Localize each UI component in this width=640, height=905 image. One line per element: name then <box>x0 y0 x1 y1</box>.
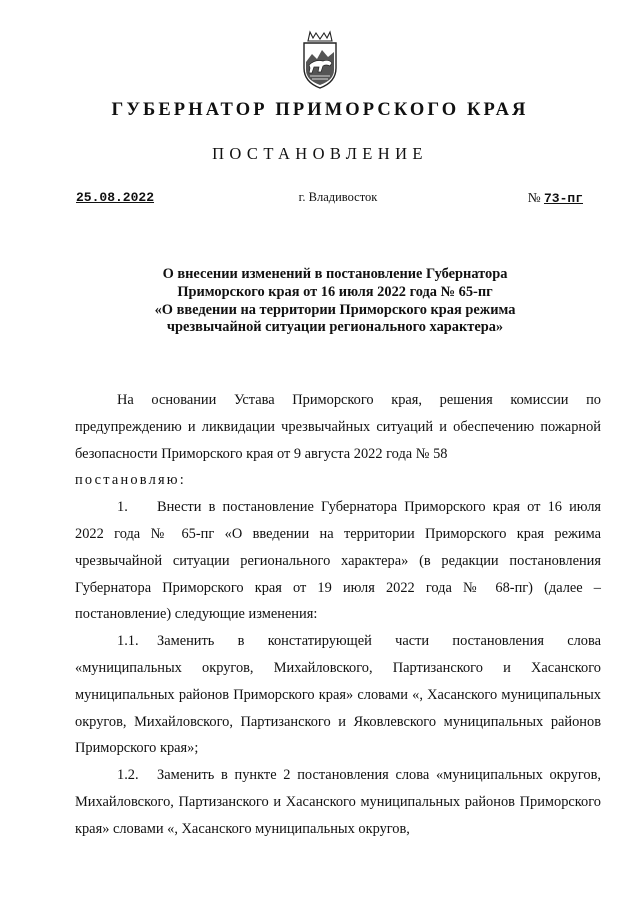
document-city: г. Владивосток <box>298 190 378 204</box>
governor-title: ГУБЕРНАТОР ПРИМОРСКОГО КРАЯ <box>111 100 529 120</box>
item-number: 1.2. <box>117 767 139 784</box>
item-number: 1. <box>117 499 128 516</box>
item-text: Заменить в пункте 2 постановления слова «муниципальных округов, Михайловского, Партизанского и Хасанского муниципальных районов Приморского края» словами «, Хасанского муниципальных округов, <box>75 767 601 837</box>
subject-line: О внесении изменений в постановление Губернатора <box>162 266 508 282</box>
number-value: 73-пг <box>543 191 583 206</box>
document-date: 25.08.2022 <box>76 190 155 205</box>
intro-text: На основании Устава Приморского края, решения комиссии по предупреждению и ликвидации чрезвычайных ситуаций и обеспечению пожарной безопасности Приморского края от 9 августа 2022 года № 58 <box>75 392 601 462</box>
document-type: ПОСТАНОВЛЕНИЕ <box>212 144 428 163</box>
decree-word: постановляю: <box>75 472 186 489</box>
item-text: Внести в постановление Губернатора Приморского края от 16 июля 2022 года № 65-пг «О введении на территории Приморского края режима чрезвычайной ситуации регионального характера» (в редакции постановления Губернатора Приморского края от 19 июля 2022 года № 68-пг) (далее – постановление) следующие изменения: <box>75 499 601 623</box>
intro-paragraph <box>75 387 601 494</box>
subject-line: Приморского края от 16 июля 2022 года № 65-пг <box>177 283 493 300</box>
document-body <box>75 387 601 843</box>
subject-line: чрезвычайной ситуации регионального характера» <box>166 319 504 336</box>
document-subject <box>0 266 640 337</box>
number-prefix: № <box>527 190 541 205</box>
coat-of-arms-icon <box>296 28 344 90</box>
item-number: 1.1. <box>117 633 139 650</box>
item-1-1 <box>75 628 601 762</box>
item-text: Заменить в констатирующей части постановления слова «муниципальных округов, Михайловского, Партизанского и Хасанского муниципальных районов Приморского края» словами «, Хасанского муниципальных округов, Михайловского, Партизанского и Яковлевского муниципальных районов Приморского края»; <box>75 633 601 757</box>
item-1 <box>75 494 601 628</box>
document-number <box>528 190 583 206</box>
subject-line: «О введении на территории Приморского края режима <box>154 301 516 318</box>
item-1-2 <box>75 762 601 842</box>
